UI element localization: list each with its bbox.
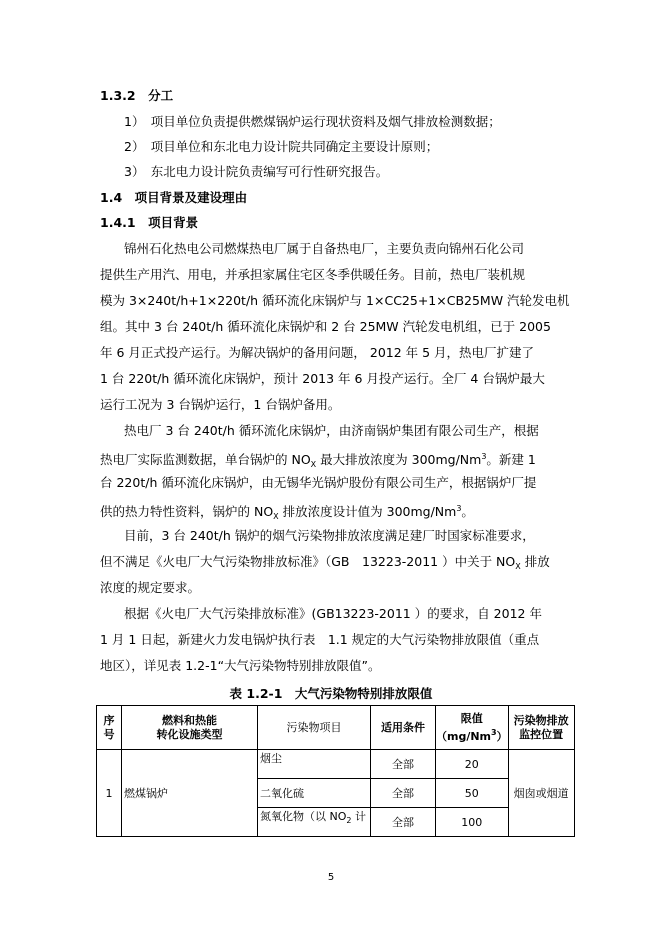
header-limit: 限值 （mg/Nm$^3$） <box>436 706 509 750</box>
cell-condition-so2: 全部 <box>371 779 436 808</box>
table-caption: 表 1.2-1 大气污染物特别排放限值 <box>229 686 433 701</box>
cell-seq: 1 <box>97 750 122 837</box>
section-1-4-1-heading: 1.4.1 项目背景 <box>100 215 199 230</box>
cell-condition-dust: 全部 <box>371 750 436 779</box>
para2-line-4: 供的热力特性资料，锅炉的 $NO_X$ 排放浓度设计值为 300mg/Nm$^3$。 <box>100 504 474 521</box>
para2-line-3: 台 220t/h 循环流化床锅炉，由无锡华光锅炉股份有限公司生产，根据锅炉厂提 <box>100 475 537 490</box>
division-item-2: 2） 项目单位和东北电力设计院共同确定主要设计原则； <box>124 139 439 154</box>
para3-line-3: 浓度的规定要求。 <box>100 580 201 595</box>
page-number: 5 <box>327 872 335 883</box>
header-seq: 序 号 <box>97 706 122 750</box>
cell-limit-dust: 20 <box>436 750 509 779</box>
para4-line-3: 地区），详见表 1.2-1“大气污染物特别排放限值”。 <box>100 658 381 673</box>
header-condition: 适用条件 <box>371 706 436 750</box>
para4-line-2: 1 月 1 日起，新建火力发电锅炉执行表 1.1 规定的大气污染物排放限值（重点 <box>100 632 540 647</box>
para2-line-2: 热电厂实际监测数据，单台锅炉的 $NO_X$ 最大排放浓度为 300mg/Nm$^3$。新建 1 <box>100 452 536 469</box>
para1-line-4: 组。其中 3 台 240t/h 循环流化床锅炉和 2 台 25MW 汽轮发电机组，已于 2005 <box>100 319 551 334</box>
division-item-1: 1） 项目单位负责提供燃煤锅炉运行现状资料及烟气排放检测数据； <box>124 114 501 129</box>
section-1-4-heading: 1.4 项目背景及建设理由 <box>100 190 248 205</box>
header-fuel-type: 燃料和热能 转化设施类型 <box>122 706 258 750</box>
para1-line-6: 1 台 220t/h 循环流化床锅炉，预计 2013 年 6 月投产运行。全厂 4 台锅炉最大 <box>100 371 545 386</box>
cell-monitor-location: 烟囱或烟道 <box>508 750 574 837</box>
header-pollutant: 污染物项目 <box>258 706 371 750</box>
cell-limit-so2: 50 <box>436 779 509 808</box>
cell-pollutant-nox: 氮氧化物（以 $NO_2$ 计 <box>258 808 371 837</box>
para1-line-2: 提供生产用汽、用电，并承担家属住宅区冬季供暖任务。目前，热电厂装机规 <box>100 267 526 282</box>
table-row <box>97 750 575 779</box>
para1-line-5: 年 6 月正式投产运行。为解决锅炉的备用问题， 2012 年 5 月，热电厂扩建了 <box>100 345 535 360</box>
para1-line-3: 模为 3×240t/h+1×220t/h 循环流化床锅炉与 1×CC25+1×CB25MW 汽轮发电机 <box>100 293 570 308</box>
section-1-3-2-heading: 1.3.2 分工 <box>100 88 174 103</box>
para3-line-1: 目前，3 台 240t/h 锅炉的烟气污染物排放浓度满足建厂时国家标准要求， <box>124 528 535 543</box>
para3-line-2: 但不满足《火电厂大气污染物排放标准》（GB 13223-2011 ）中关于 $NO_X$ 排放 <box>100 554 550 571</box>
cell-pollutant-so2: 二氧化硫 <box>258 779 371 808</box>
cell-condition-nox: 全部 <box>371 808 436 837</box>
para4-line-1: 根据《火电厂大气污染排放标准》(GB13223-2011 ）的要求，自 2012 年 <box>124 606 542 621</box>
cell-limit-nox: 100 <box>436 808 509 837</box>
cell-fuel-type: 燃煤锅炉 <box>122 750 258 837</box>
para1-line-7: 运行工况为 3 台锅炉运行，1 台锅炉备用。 <box>100 397 341 412</box>
emission-limits-table <box>96 705 575 837</box>
cell-pollutant-dust: 烟尘 <box>258 750 371 779</box>
header-monitor-location: 污染物排放 监控位置 <box>508 706 574 750</box>
table-header-row <box>97 706 575 750</box>
para2-line-1: 热电厂 3 台 240t/h 循环流化床锅炉，由济南锅炉集团有限公司生产，根据 <box>124 423 539 438</box>
division-item-3: 3） 东北电力设计院负责编写可行性研究报告。 <box>124 164 389 179</box>
para1-line-1: 锦州石化热电公司燃煤热电厂属于自备热电厂，主要负责向锦州石化公司 <box>124 241 525 256</box>
